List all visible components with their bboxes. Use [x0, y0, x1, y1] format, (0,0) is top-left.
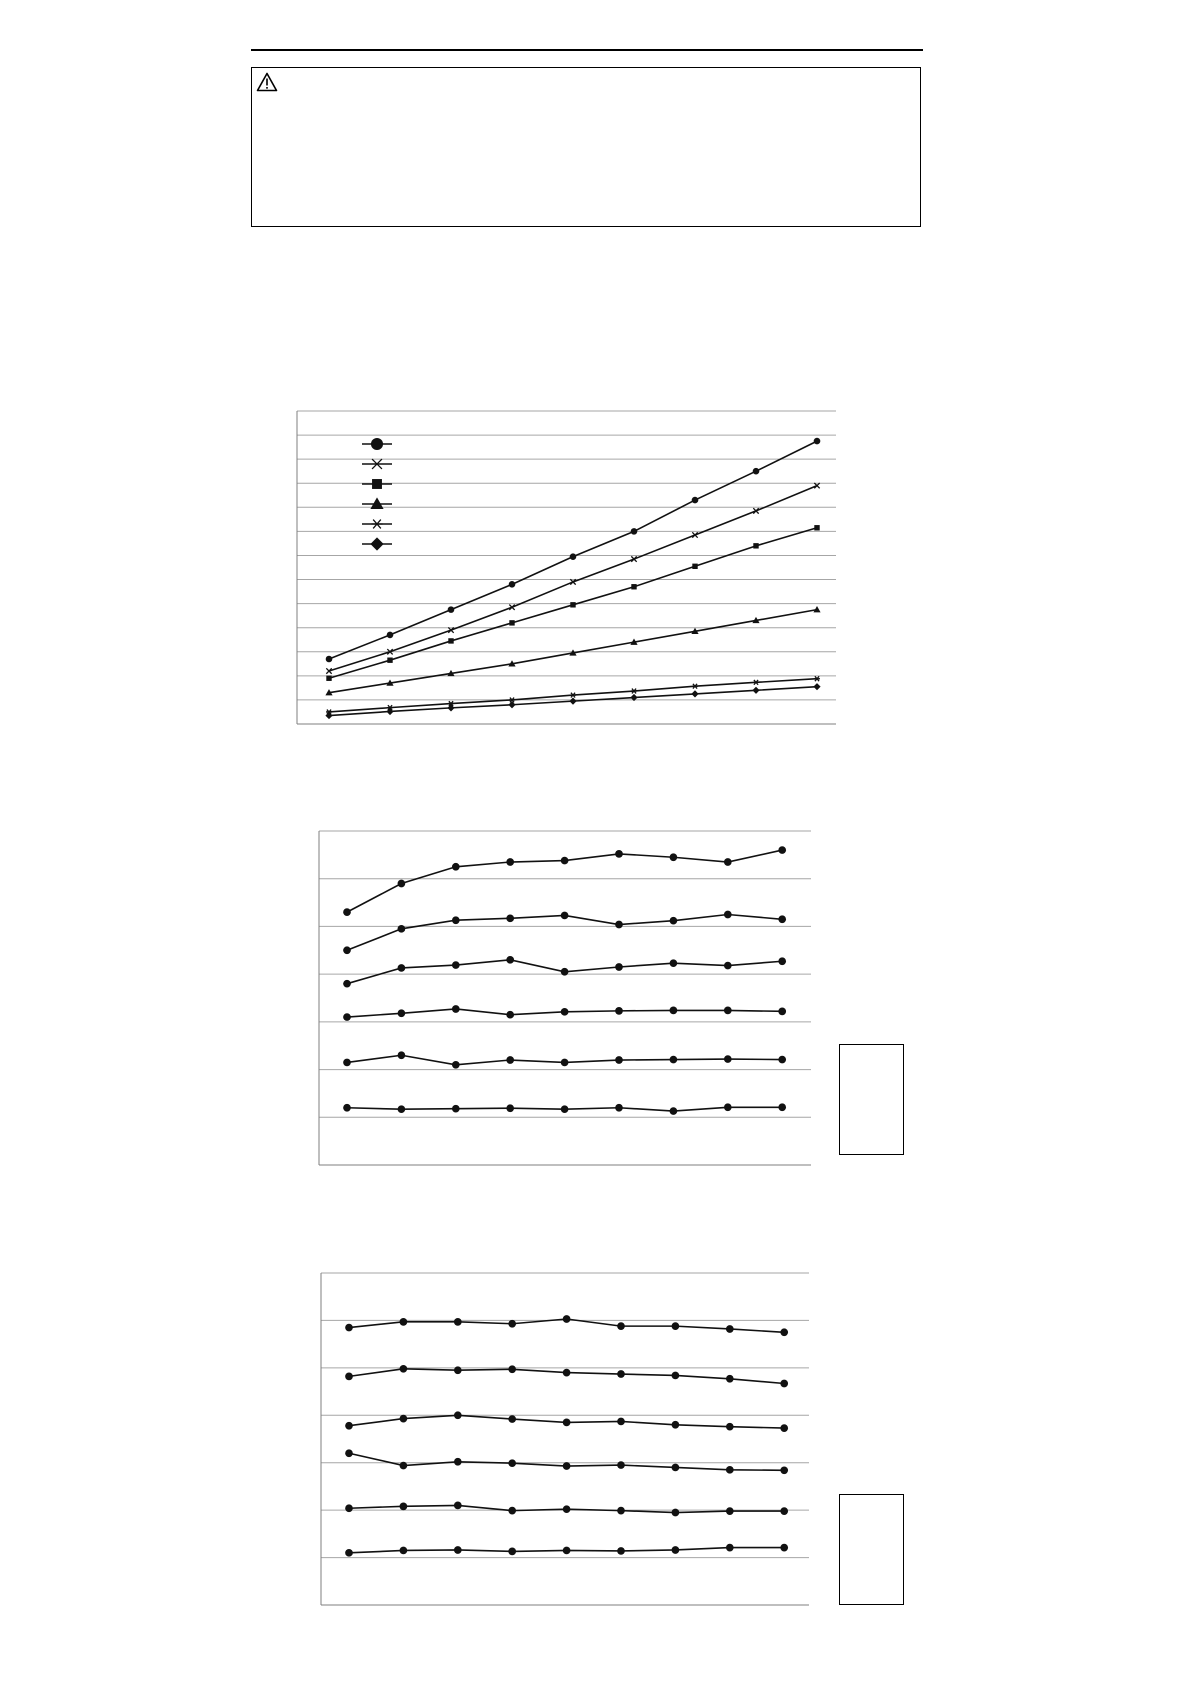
- data-point: [778, 915, 786, 923]
- data-point: [343, 946, 351, 954]
- data-point: [400, 1547, 408, 1555]
- data-point: [448, 638, 453, 643]
- data-point: [778, 1103, 786, 1111]
- data-point: [343, 980, 351, 988]
- data-point: [617, 1370, 625, 1378]
- legend-marker: [372, 479, 382, 489]
- data-point: [563, 1419, 571, 1427]
- data-point: [615, 1007, 623, 1015]
- chart-b-legend-box: [839, 1494, 904, 1605]
- series-1: [345, 1315, 788, 1336]
- data-point: [326, 676, 331, 681]
- series-2: [343, 911, 786, 954]
- data-point: [345, 1373, 353, 1381]
- data-point: [814, 676, 820, 681]
- data-point: [724, 858, 732, 866]
- data-point: [509, 581, 516, 588]
- data-point: [343, 1104, 351, 1112]
- data-point: [561, 912, 569, 920]
- series-4: [343, 1005, 786, 1021]
- warning-triangle-icon: [256, 72, 278, 92]
- data-point: [670, 959, 678, 967]
- series-line: [347, 915, 782, 951]
- data-point: [398, 1009, 406, 1017]
- data-point: [617, 1418, 625, 1426]
- data-point: [398, 1051, 406, 1059]
- chart-flat-lines-a: [319, 831, 811, 1165]
- data-point: [617, 1322, 625, 1330]
- data-point: [506, 956, 514, 964]
- series-1: [326, 438, 821, 662]
- data-point: [452, 1061, 460, 1069]
- data-point: [454, 1366, 462, 1374]
- series-2: [326, 483, 819, 674]
- data-point: [506, 1011, 514, 1019]
- data-point: [447, 704, 454, 711]
- data-point: [724, 1103, 732, 1111]
- data-point: [726, 1507, 734, 1515]
- series-5: [345, 1502, 788, 1517]
- data-point: [454, 1546, 462, 1554]
- data-point: [400, 1365, 408, 1373]
- data-point: [780, 1507, 788, 1515]
- data-point: [778, 1008, 786, 1016]
- data-point: [563, 1505, 571, 1513]
- series-6: [345, 1544, 788, 1557]
- data-point: [726, 1544, 734, 1552]
- series-5: [343, 1051, 786, 1068]
- data-point: [724, 1007, 732, 1015]
- data-point: [508, 1365, 516, 1373]
- legend-marker: [370, 497, 383, 509]
- data-point: [454, 1411, 462, 1419]
- data-point: [726, 1423, 734, 1431]
- data-point: [672, 1372, 680, 1380]
- data-point: [814, 438, 821, 445]
- chart-a-legend-box: [839, 1044, 904, 1155]
- data-point: [778, 846, 786, 854]
- series-4: [325, 606, 820, 695]
- data-point: [780, 1424, 788, 1432]
- data-point: [672, 1509, 680, 1517]
- data-point: [454, 1458, 462, 1466]
- data-point: [387, 657, 392, 662]
- data-point: [692, 497, 699, 504]
- top-rule: [251, 49, 923, 51]
- data-point: [569, 698, 576, 705]
- warning-box: [251, 67, 921, 227]
- data-point: [345, 1504, 353, 1512]
- data-point: [398, 1105, 406, 1113]
- data-point: [692, 684, 698, 689]
- data-point: [398, 964, 406, 972]
- series-6: [343, 1103, 786, 1115]
- data-point: [400, 1415, 408, 1423]
- data-point: [691, 690, 698, 697]
- data-point: [726, 1466, 734, 1474]
- data-point: [724, 962, 732, 970]
- series-3: [343, 956, 786, 988]
- data-point: [752, 687, 759, 694]
- data-point: [345, 1422, 353, 1430]
- data-point: [561, 1105, 569, 1113]
- data-point: [509, 620, 514, 625]
- data-point: [448, 606, 455, 613]
- data-point: [631, 689, 637, 694]
- data-point: [753, 468, 760, 475]
- data-point: [508, 701, 515, 708]
- data-point: [508, 1320, 516, 1328]
- data-point: [452, 863, 460, 871]
- data-point: [615, 963, 623, 971]
- data-point: [672, 1546, 680, 1554]
- data-point: [563, 1369, 571, 1377]
- data-point: [615, 921, 623, 929]
- data-point: [670, 917, 678, 925]
- data-point: [561, 968, 569, 976]
- data-point: [814, 525, 819, 530]
- legend-marker: [372, 520, 383, 529]
- data-point: [506, 914, 514, 922]
- data-point: [325, 712, 332, 719]
- data-point: [631, 584, 636, 589]
- data-point: [508, 1459, 516, 1467]
- data-point: [563, 1315, 571, 1323]
- data-point: [508, 1507, 516, 1515]
- data-point: [561, 1059, 569, 1067]
- data-point: [778, 1056, 786, 1064]
- data-point: [726, 1375, 734, 1383]
- data-point: [343, 1059, 351, 1067]
- data-point: [617, 1461, 625, 1469]
- data-point: [570, 602, 575, 607]
- data-point: [670, 1007, 678, 1015]
- data-point: [452, 961, 460, 969]
- data-point: [672, 1464, 680, 1472]
- data-point: [753, 543, 758, 548]
- data-point: [813, 606, 820, 612]
- data-point: [670, 853, 678, 861]
- data-point: [386, 708, 393, 715]
- data-point: [726, 1325, 734, 1333]
- series-3: [326, 525, 819, 681]
- data-point: [452, 1005, 460, 1013]
- chart-flat-lines-b: [321, 1273, 809, 1605]
- data-point: [452, 1105, 460, 1113]
- data-point: [343, 1013, 351, 1021]
- data-point: [724, 911, 732, 919]
- data-point: [343, 908, 351, 916]
- data-point: [617, 1507, 625, 1515]
- data-point: [345, 1549, 353, 1557]
- legend: [362, 438, 392, 551]
- data-point: [672, 1322, 680, 1330]
- series-1: [343, 846, 786, 916]
- data-point: [345, 1449, 353, 1457]
- data-point: [780, 1544, 788, 1552]
- data-point: [400, 1462, 408, 1470]
- data-point: [780, 1466, 788, 1474]
- data-point: [570, 693, 576, 698]
- data-point: [326, 656, 333, 663]
- data-point: [400, 1502, 408, 1510]
- data-point: [454, 1318, 462, 1326]
- data-point: [631, 528, 638, 535]
- legend-marker: [370, 537, 383, 550]
- data-point: [692, 564, 697, 569]
- data-point: [400, 1318, 408, 1326]
- series-4: [345, 1449, 788, 1474]
- series-line: [329, 486, 817, 671]
- data-point: [670, 1107, 678, 1115]
- data-point: [454, 1502, 462, 1510]
- data-point: [506, 858, 514, 866]
- data-point: [508, 1548, 516, 1556]
- data-point: [398, 880, 406, 888]
- data-point: [813, 683, 820, 690]
- series-3: [345, 1411, 788, 1432]
- data-point: [561, 857, 569, 865]
- data-point: [780, 1328, 788, 1336]
- data-point: [345, 1324, 353, 1332]
- data-point: [778, 957, 786, 965]
- data-point: [570, 553, 577, 560]
- data-point: [563, 1547, 571, 1555]
- data-point: [670, 1056, 678, 1064]
- data-point: [672, 1421, 680, 1429]
- data-point: [615, 1104, 623, 1112]
- data-point: [561, 1008, 569, 1016]
- data-point: [615, 850, 623, 858]
- data-point: [452, 916, 460, 924]
- series-6: [325, 683, 820, 719]
- gridlines: [297, 411, 836, 700]
- data-point: [508, 1415, 516, 1423]
- data-point: [506, 1056, 514, 1064]
- data-point: [780, 1380, 788, 1388]
- data-point: [563, 1462, 571, 1470]
- data-point: [387, 632, 394, 639]
- data-point: [506, 1104, 514, 1112]
- data-point: [615, 1056, 623, 1064]
- data-point: [398, 925, 406, 933]
- chart-growth-lines: [297, 411, 836, 724]
- data-point: [724, 1055, 732, 1063]
- data-point: [753, 680, 759, 685]
- data-point: [617, 1547, 625, 1555]
- legend-marker: [371, 438, 383, 450]
